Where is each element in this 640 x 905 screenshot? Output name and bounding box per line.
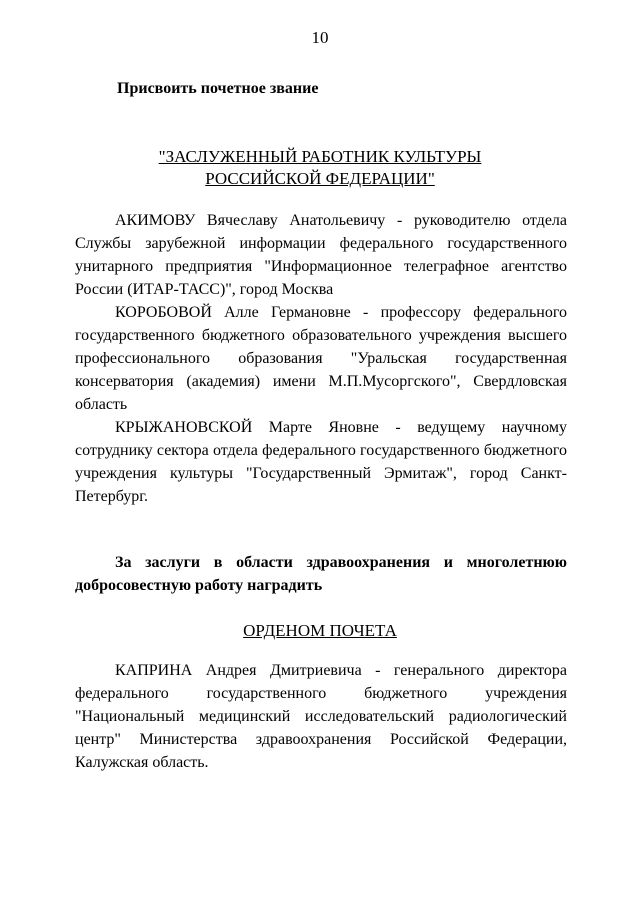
- award-title-2: ОРДЕНОМ ПОЧЕТА: [243, 621, 397, 640]
- award-title-1-line2: РОССИЙСКОЙ ФЕДЕРАЦИИ": [205, 169, 435, 188]
- recipient-entry-1: АКИМОВУ Вячеславу Анатольевичу - руководителю отдела Службы зарубежной информации федерального государственного унитарного предприятия "Информационное телеграфное агентство России (ИТАР-ТАСС)", город Москва: [75, 212, 567, 298]
- recipient-entry-4: КАПРИНА Андрея Дмитриевича - генерального директора федерального государственного бюджетного учреждения "Национальный медицинский исследовательский радиологический центр" Министерства здравоохранения Российской Федерации, Калужская область.: [75, 662, 567, 771]
- recipient-entry-3: КРЫЖАНОВСКОЙ Марте Яновне - ведущему научному сотруднику сектора отдела федерального государственного бюджетного учреждения культуры "Государственный Эрмитаж", город Санкт-Петербург.: [75, 419, 567, 505]
- award-title-1: [0, 146, 640, 190]
- recipient-entry-2: КОРОБОВОЙ Алле Германовне - профессору федерального государственного бюджетного образовательного учреждения высшего профессионального образования "Уральская государственная консерватория (академия) имени М.П.Мусоргского", Свердловская область: [75, 304, 567, 413]
- award-title-1-line1: "ЗАСЛУЖЕННЫЙ РАБОТНИК КУЛЬТУРЫ: [158, 147, 482, 166]
- page-number: 10: [311, 28, 329, 47]
- recipients-list-2: [75, 659, 567, 774]
- award-intro-1: Присвоить почетное звание: [117, 80, 319, 97]
- award-intro-2: За заслуги в области здравоохранения и многолетнюю добросовестную работу наградить: [75, 554, 567, 594]
- recipients-list-1: [75, 209, 567, 508]
